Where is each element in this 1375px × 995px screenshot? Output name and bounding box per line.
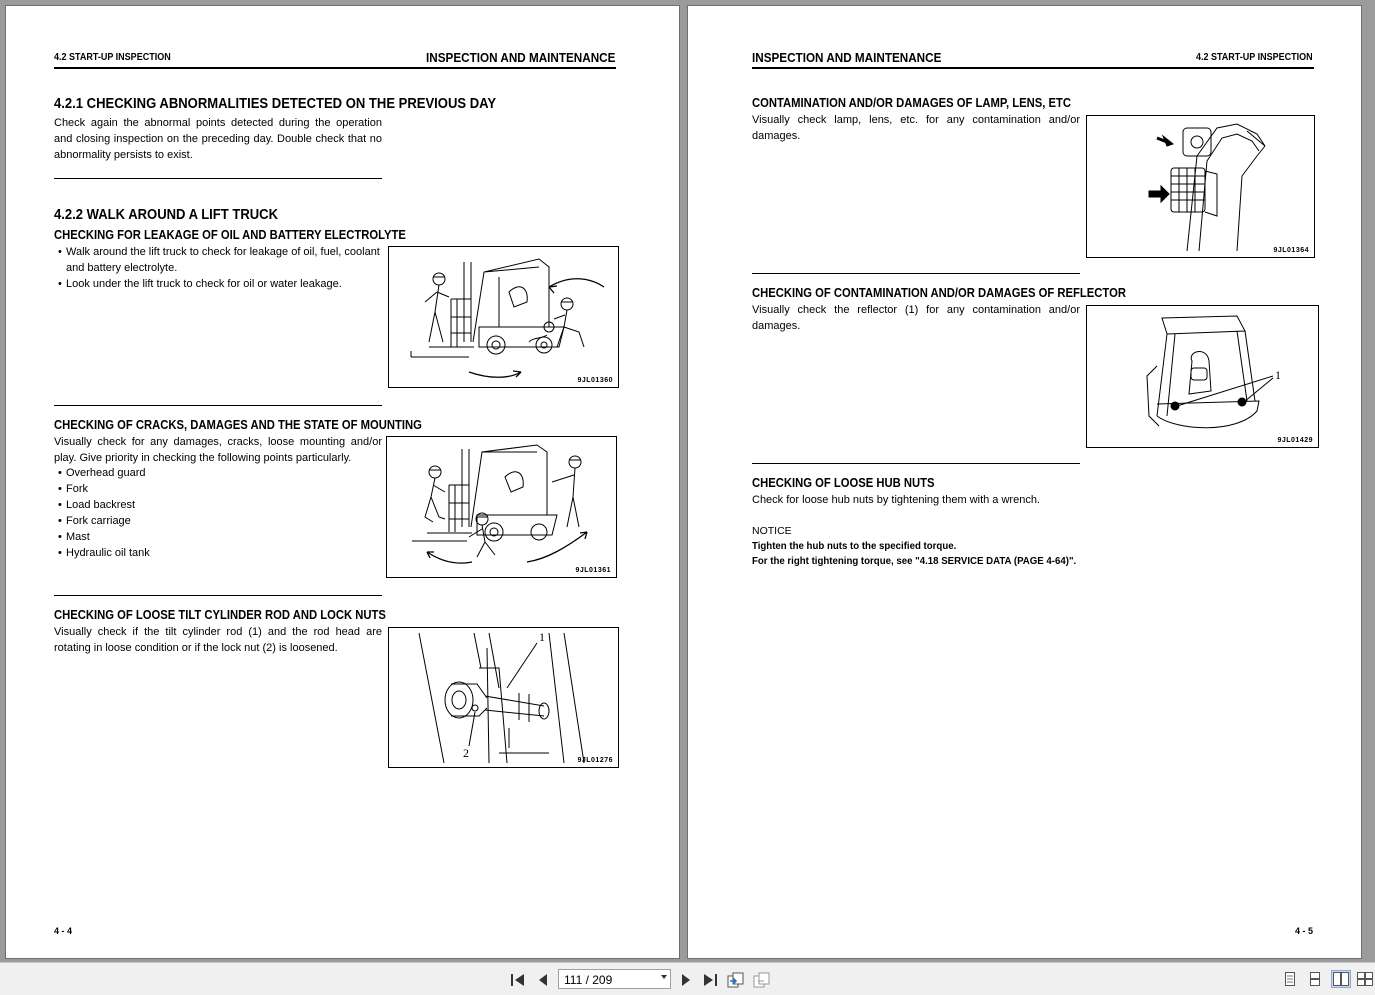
figure-code: 9JL01364 bbox=[1273, 247, 1309, 254]
list-item: • Look under the lift truck to check for oil or water leakage. bbox=[54, 276, 382, 292]
figure-tilt-cylinder bbox=[388, 627, 619, 768]
hub-nuts-text: Check for loose hub nuts by tightening them with a wrench. bbox=[752, 494, 1040, 506]
running-header-chapter: INSPECTION AND MAINTENANCE bbox=[752, 50, 942, 65]
viewer-toolbar bbox=[0, 962, 1375, 995]
list-item: • Overhead guard bbox=[54, 465, 382, 481]
list-item: • Fork bbox=[54, 481, 382, 497]
last-page-button[interactable] bbox=[701, 971, 719, 989]
subsection-title-leakage: CHECKING FOR LEAKAGE OF OIL AND BATTERY ELECTROLYTE bbox=[54, 228, 406, 242]
rotate-icon bbox=[727, 972, 745, 988]
list-item: • Walk around the lift truck to check for leakage of oil, fuel, coolant and battery electrolyte. bbox=[54, 244, 382, 276]
figure-code: 9JL01429 bbox=[1277, 437, 1313, 444]
two-page-view-icon bbox=[1333, 972, 1349, 986]
list-item: • Fork carriage bbox=[54, 513, 382, 529]
page-number-field[interactable] bbox=[558, 969, 671, 989]
single-page-view-icon bbox=[1284, 972, 1296, 986]
first-page-button[interactable] bbox=[509, 971, 527, 989]
section-divider bbox=[54, 595, 382, 596]
page-number-value: 111 / 209 bbox=[564, 973, 613, 987]
list-item: • Hydraulic oil tank bbox=[54, 545, 382, 561]
section-title-4-2-1: 4.2.1 CHECKING ABNORMALITIES DETECTED ON THE PREVIOUS DAY bbox=[54, 96, 497, 112]
subsection-title-hub-nuts: CHECKING OF LOOSE HUB NUTS bbox=[752, 476, 935, 490]
cracks-text: Visually check for any damages, cracks, loose mounting and/or play. Give priority in checking the following points particularly. bbox=[54, 436, 382, 464]
callout-label: 2 bbox=[463, 746, 469, 760]
figure-cracks-inspection bbox=[386, 436, 617, 578]
rotate-button[interactable] bbox=[727, 971, 745, 989]
subsection-title-cracks: CHECKING OF CRACKS, DAMAGES AND THE STATE OF MOUNTING bbox=[54, 418, 422, 432]
figure-code: 9JL01276 bbox=[577, 757, 613, 764]
notice-line: For the right tightening torque, see "4.18 SERVICE DATA (PAGE 4-64)". bbox=[752, 555, 1077, 567]
section-divider bbox=[752, 273, 1080, 274]
section-divider bbox=[54, 178, 382, 179]
right-document-page bbox=[687, 5, 1362, 959]
left-document-page bbox=[5, 5, 680, 959]
subsection-title-reflector: CHECKING OF CONTAMINATION AND/OR DAMAGES OF REFLECTOR bbox=[752, 286, 1126, 300]
chevron-down-icon[interactable] bbox=[661, 975, 667, 979]
continuous-view-button[interactable] bbox=[1305, 970, 1325, 988]
last-page-icon bbox=[702, 973, 718, 987]
list-item: • Mast bbox=[54, 529, 382, 545]
copy-icon bbox=[753, 972, 771, 988]
figure-reflector bbox=[1086, 305, 1319, 448]
figure-code: 9JL01361 bbox=[575, 567, 611, 574]
tilt-cylinder-text: Visually check if the tilt cylinder rod (1) and the rod head are rotating in loose condition or if the lock nut (2) is loosened. bbox=[54, 626, 382, 654]
cracks-bullet-list bbox=[54, 465, 382, 561]
lamp-text: Visually check lamp, lens, etc. for any contamination and/or damages. bbox=[752, 114, 1080, 142]
notice-box bbox=[752, 524, 1152, 569]
header-rule bbox=[54, 67, 616, 69]
section-text-4-2-1: Check again the abnormal points detected during the operation and closing inspection on the preceding day. Double check that no abnormality persists to exist. bbox=[54, 117, 382, 161]
page-number: 4 - 4 bbox=[54, 926, 73, 936]
figure-walk-around bbox=[388, 246, 619, 388]
two-page-continuous-view-button[interactable] bbox=[1355, 970, 1375, 988]
two-page-continuous-view-icon bbox=[1357, 972, 1373, 986]
next-page-icon bbox=[680, 973, 692, 987]
two-page-view-button[interactable] bbox=[1331, 970, 1351, 988]
subsection-title-lamp: CONTAMINATION AND/OR DAMAGES OF LAMP, LENS, ETC bbox=[752, 96, 1071, 110]
subsection-title-tilt-cylinder: CHECKING OF LOOSE TILT CYLINDER ROD AND LOCK NUTS bbox=[54, 608, 386, 622]
notice-line: Tighten the hub nuts to the specified torque. bbox=[752, 540, 957, 552]
copy-button[interactable] bbox=[753, 971, 771, 989]
running-header-section: 4.2 START-UP INSPECTION bbox=[1196, 52, 1313, 63]
section-divider bbox=[54, 405, 382, 406]
single-page-view-button[interactable] bbox=[1280, 970, 1300, 988]
running-header-section: 4.2 START-UP INSPECTION bbox=[54, 52, 171, 63]
next-page-button[interactable] bbox=[677, 971, 695, 989]
figure-code: 9JL01360 bbox=[577, 377, 613, 384]
previous-page-icon bbox=[537, 973, 549, 987]
list-item: • Load backrest bbox=[54, 497, 382, 513]
figure-lamp bbox=[1086, 115, 1315, 258]
leakage-bullet-list bbox=[54, 244, 382, 292]
header-rule bbox=[752, 67, 1314, 69]
previous-page-button[interactable] bbox=[534, 971, 552, 989]
callout-label: 1 bbox=[539, 630, 545, 644]
section-title-4-2-2: 4.2.2 WALK AROUND A LIFT TRUCK bbox=[54, 207, 279, 223]
reflector-text: Visually check the reflector (1) for any contamination and/or damages. bbox=[752, 304, 1080, 332]
first-page-icon bbox=[510, 973, 526, 987]
page-number: 4 - 5 bbox=[1294, 926, 1313, 936]
callout-label: 1 bbox=[1275, 368, 1281, 382]
continuous-view-icon bbox=[1309, 972, 1321, 986]
section-divider bbox=[752, 463, 1080, 464]
running-header-chapter: INSPECTION AND MAINTENANCE bbox=[425, 50, 615, 65]
notice-title: NOTICE bbox=[752, 525, 792, 537]
